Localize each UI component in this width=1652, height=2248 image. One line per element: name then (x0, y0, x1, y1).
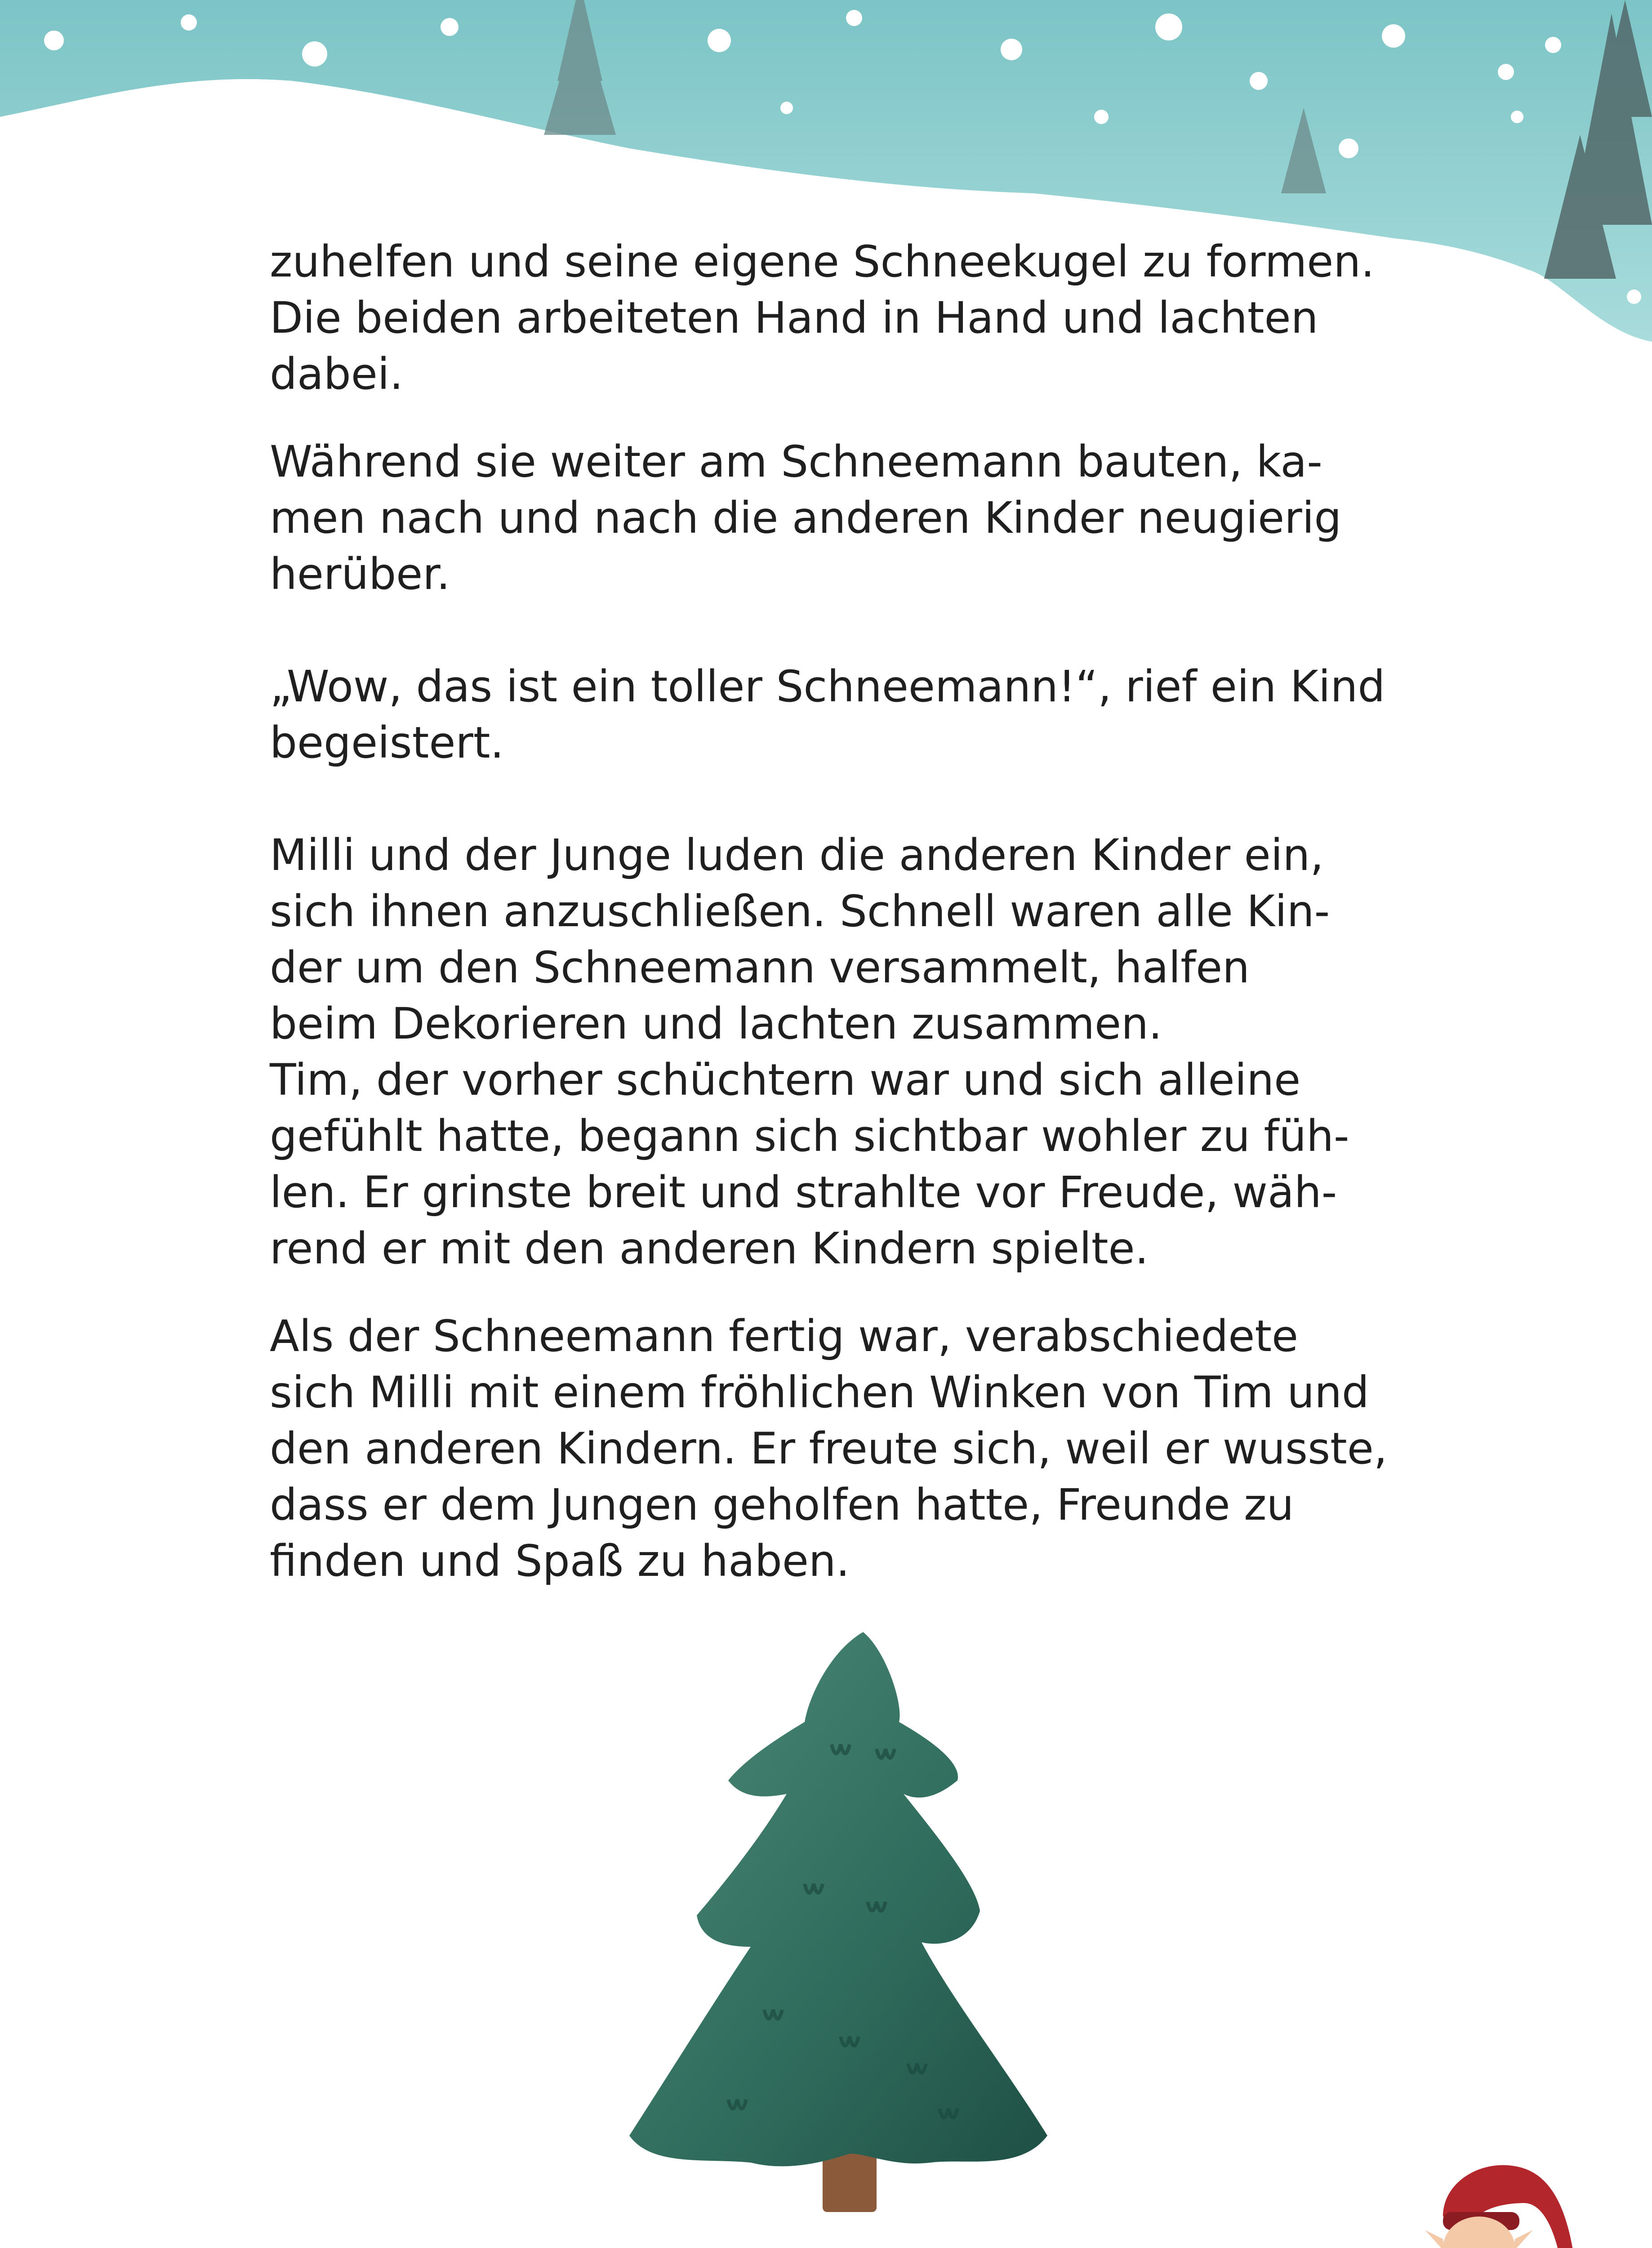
tree-trunk (823, 2154, 877, 2212)
paragraph: zuhelfen und seine eigene Schneekugel zu formen. Die beiden arbeiteten Hand in Hand und lachten dabei. (270, 236, 1375, 399)
paragraph: Während sie weiter am Schneemann bauten, ka- men nach und nach die anderen Kinder neugierig herüber. (270, 437, 1342, 599)
elf-illustration (1416, 2149, 1587, 2248)
paragraph: Als der Schneemann fertig war, verabschiedete sich Milli mit einem fröhlichen Winken von Tim und den anderen Kindern. Er freute sich, weil er wusste, dass er dem Jungen geholfen hatte, Freunde zu finden und Spaß zu haben. (270, 1311, 1388, 1586)
right-pine-trees (1463, 0, 1652, 405)
paragraph: „Wow, das ist ein toller Schneemann!“, rief ein Kind begeistert. (270, 661, 1385, 768)
pine-tree-illustration (616, 1632, 1056, 2230)
story-text (270, 234, 1420, 1589)
tree-canopy (629, 1632, 1047, 2166)
paragraph: Milli und der Junge luden die anderen Kinder ein, sich ihnen anzuschließen. Schnell waren alle Kin- der um den Schneemann versammelt, halfen beim Dekorieren und lachten zusammen. Tim, der vorher schüchtern war und sich alleine gefühlt hatte, begann sich sichtbar wohler zu füh- len. Er grinste breit und strahlte vor Freude, wäh- rend er mit den anderen Kindern spielte. (270, 830, 1349, 1274)
